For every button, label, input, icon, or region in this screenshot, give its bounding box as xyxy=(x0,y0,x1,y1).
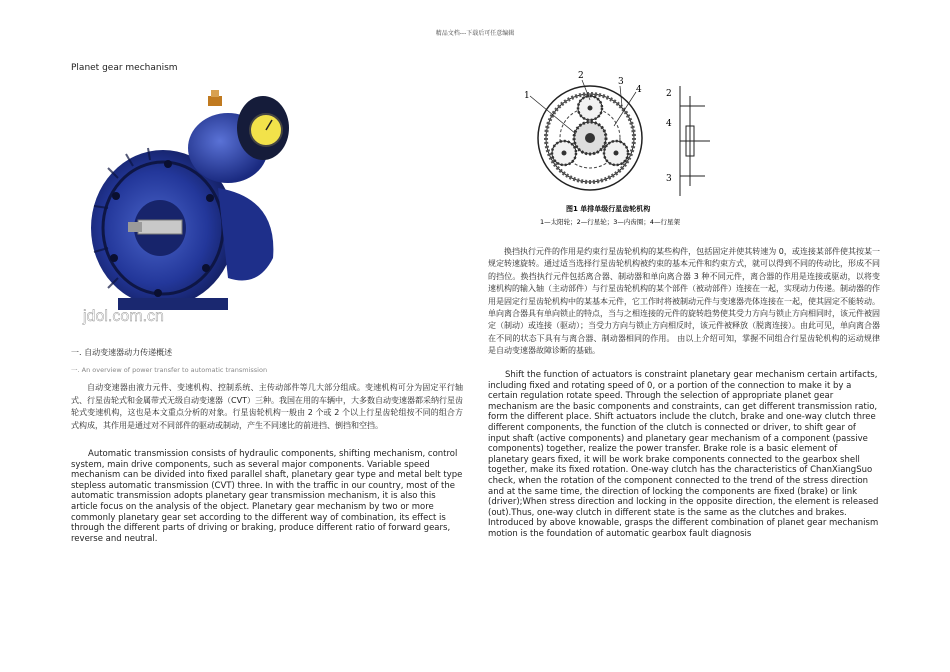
label-side-planet: 2 xyxy=(666,89,672,99)
figure-caption-title: 图1 单排单级行星齿轮机构 xyxy=(566,205,651,213)
label-sun: 1 xyxy=(524,91,530,101)
watermark-text: jdol.com.cn xyxy=(83,308,164,325)
page-header: 精品文档---下载后可任意编辑 xyxy=(435,30,515,37)
label-side-carrier: 4 xyxy=(666,119,672,129)
paragraph-cn-intro: 自动变速器由液力元件、变速机构、控制系统、主传动部件等几大部分组成。变速机构可分为固定平行轴式、行星齿轮式和金属带式无级自动变速器（CVT）三种。我国在用的车辆中，大多数自动变速器都采纳行星齿轮式变速机构，这也是本文重点分析的对象。行星齿轮机构一般由 2 个或 2 个以上行星齿轮组按不同的组合方式构成，其作用是通过对不同部件的驱动或制动，产生不同速比的前进挡、倒挡和空挡。 xyxy=(71,383,463,430)
paragraph-en-intro: Automatic transmission consists of hydraulic components, shifting mechanism, control system, main drive components, such as several major components. Variable speed mechanism can be divided into fixed parallel shaft, planetary gear type and metal belt type stepless automatic transmission (CVT) three. In with the traffic in our country, most of the automatic transmission adopts planetary gear transmission mechanism, it is also this article focus on the analysis of the object. Planetary gear mechanism by two or more commonly planetary gear set according to the different way of combination, its effect is through the different parts of driving or braking, produce different ratio of forward gears, reverse and neutral. xyxy=(71,449,463,544)
paragraph-cn-actuators: 换挡执行元件的作用是约束行星齿轮机构的某些构件，包括固定并使其转速为 0，或连接某部件使其按某一规定转速旋转。通过适当选择行星齿轮机构被约束的基本元件和约束方式，就可以得到不同的传动比，形成不同的挡位。换挡执行元件包括离合器、制动器和单向离合器 3 种不同元件，离合器的作用是连接或驱动，以将变速机构的输入轴（主动部件）与行星齿轮机构的某个部件（被动部件）连接在一起，实现动力传递。制动器的作用是固定行星齿轮机构中的某基本元件，它工作时将被制动元件与变速器壳体连接在一起，使其固定不能转动。单向离合器具有单向锁止的特点，当与之相连接的元件的旋转趋势使其受力方向与锁止方向相同时，该元件被固定（制动）或连接（驱动）；当受力方向与锁止方向相反时，该元件被释放（脱离连接）。由此可见，单向离合器在不同的状态下具有与离合器、制动器相同的作用。 由以上介绍可知，掌握不同组合行星齿轮机构的运动规律是自动变速器故障诊断的基础。 xyxy=(488,247,880,356)
label-ring: 3 xyxy=(618,77,624,87)
left-column xyxy=(71,60,463,73)
paragraph-en-actuators: Shift the function of actuators is constraint planetary gear mechanism certain artifacts, including fixed and rotating speed of 0, or a portion of the connection to make it by a certain regulation rotate speed. Through the selection of appropriate planet gear mechanism are the basic components and constraints, can get different transmission ratio, form the different place. Shift actuators include the clutch, brake and one-way clutch three different components, the function of the clutch is connected or driver, to shift gear of input shaft (active components) and planetary gear mechanism of a component (passive components) together, realize the power transfer. Brake role is a basic element of planetary gears fixed, it will be work brake components connected to the gearbox shell together, make its fixed rotation. One-way clutch has the characteristics of ChanXiangSuo check, when the rotation of the component connected to the trend of the stress direction and at the same time, the direction of locking the components are fixed (brake) or link (driver);When stress direction and locking in the opposite direction, the element is released (out).Thus, one-way clutch in different state is the same as the clutches and brakes. Introduced by above knowable, grasps the different combination of planet gear mechanism motion is the foundation of automatic gearbox fault diagnosis xyxy=(488,370,879,539)
planetary-gear-figure xyxy=(510,66,725,236)
label-planet: 2 xyxy=(578,71,584,81)
section-subheading: 一. An overview of power transfer to automatic transmission xyxy=(71,366,268,374)
figure-caption-legend: 1—太阳轮；2—行星轮；3—内齿圈；4—行星架 xyxy=(540,218,681,226)
document-title: Planet gear mechanism xyxy=(71,63,178,73)
gear-reducer-photo xyxy=(78,88,308,328)
label-side-ring: 3 xyxy=(666,174,672,184)
label-carrier: 4 xyxy=(636,85,642,95)
section-heading: 一. 自动变速器动力传递概述 xyxy=(71,348,173,357)
